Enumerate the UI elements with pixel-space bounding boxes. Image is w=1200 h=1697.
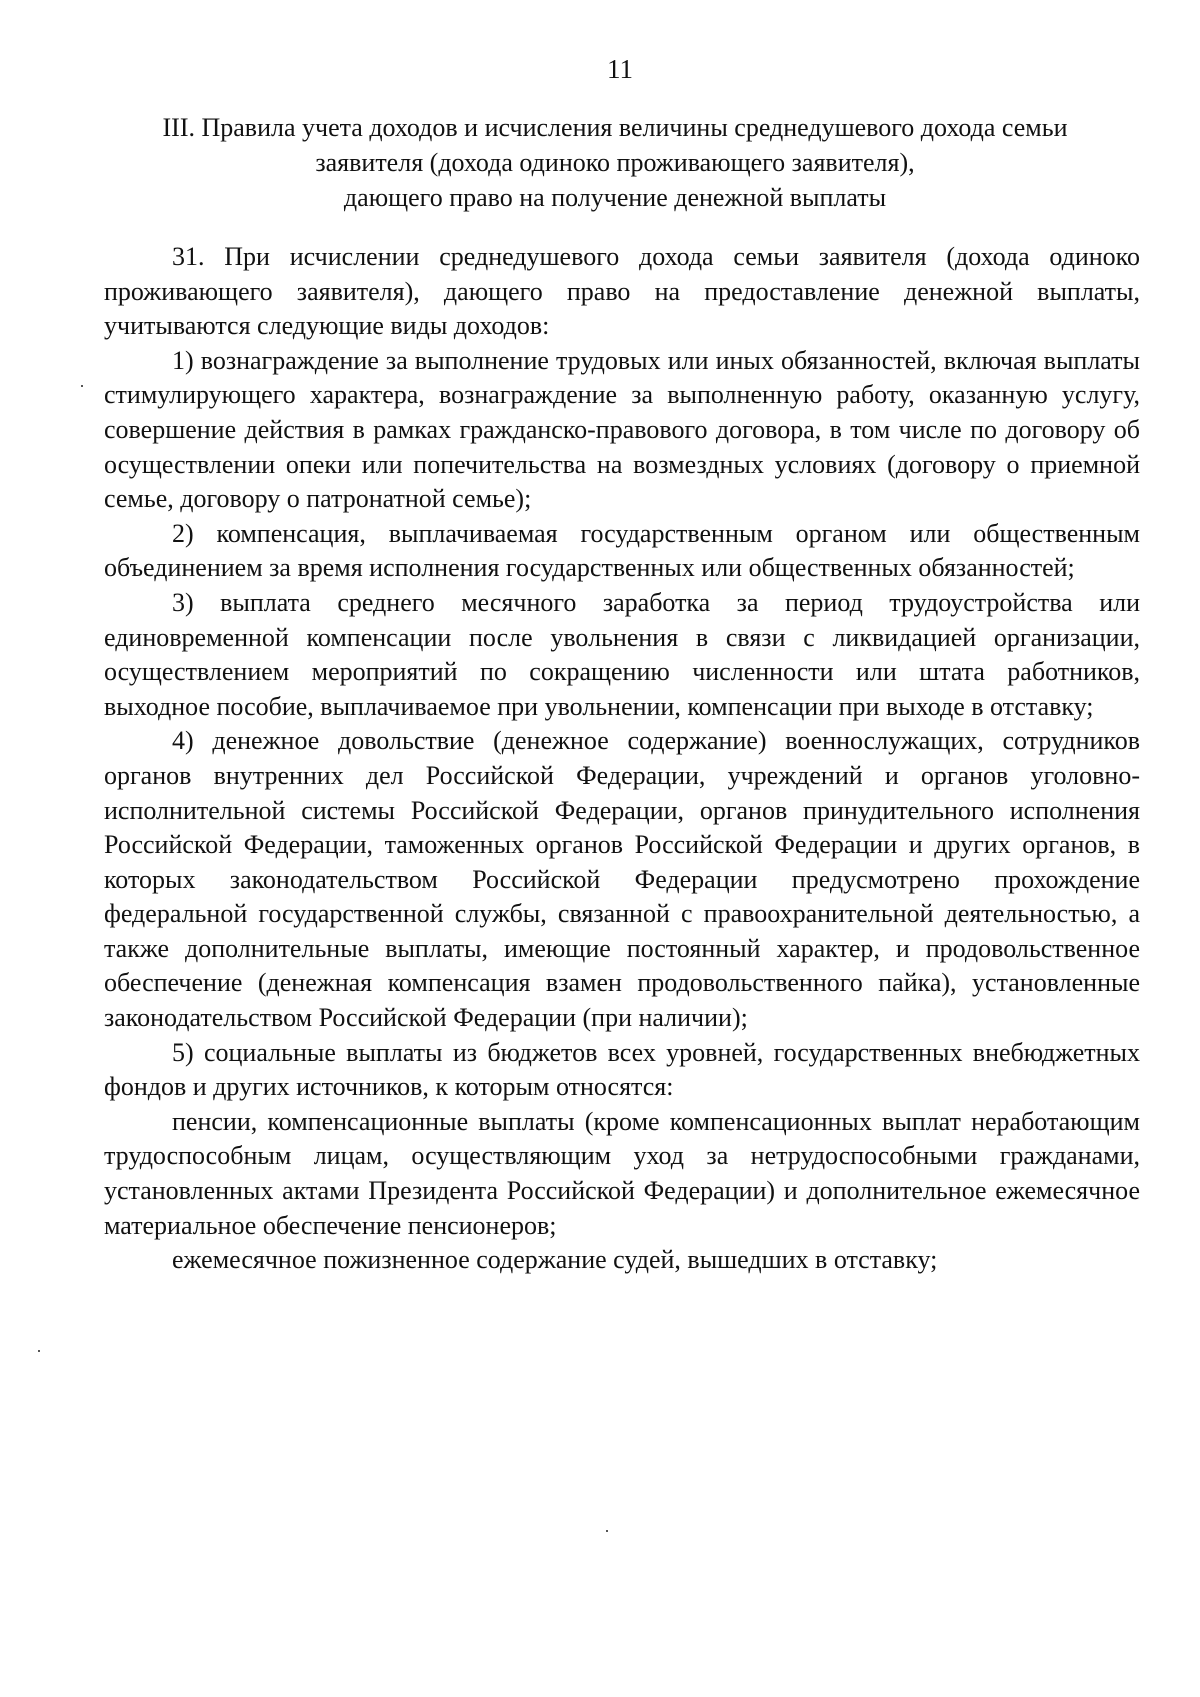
heading-line: дающего право на получение денежной выплаты <box>343 183 887 212</box>
paragraph-31: 31. При исчислении среднедушевого дохода семьи заявителя (дохода одиноко проживающего заявителя), дающего право на предоставление денежной выплаты, учитываются следующие виды доходов: <box>104 242 1140 341</box>
heading-line: III. Правила учета доходов и исчисления величины среднедушевого дохода семьи <box>162 113 1068 142</box>
list-item-2: 2) компенсация, выплачиваемая государственным органом или общественным объединением за время исполнения государственных или общественных обязанностей; <box>104 518 1140 583</box>
list-item-3: 3) выплата среднего месячного заработка за период трудоустройства или единовременной компенсации после увольнения в связи с ликвидацией организации, осуществлением мероприятий по сокращению численности или штата работников, выходное пособие, выплачиваемое при увольнении, компенсации при выходе в отставку; <box>104 587 1140 721</box>
scan-speck <box>38 1350 40 1352</box>
subitem-judges: ежемесячное пожизненное содержание судей, вышедших в отставку; <box>172 1245 938 1275</box>
list-item-4: 4) денежное довольствие (денежное содержание) военнослужащих, сотрудников органов внутренних дел Российской Федерации, учреждений и органов уголовно-исполнительной системы Российской Федерации, органов принудительного исполнения Российской Федерации, таможенных органов Российской Федерации и других органов, в которых законодательством Российской Федерации предусмотрено прохождение федеральной государственной службы, связанной с правоохранительной деятельностью, а также дополнительные выплаты, имеющие постоянный характер, и продовольственное обеспечение (денежная компенсация взамен продовольственного пайка), установленные законодательством Российской Федерации (при наличии); <box>104 726 1140 1033</box>
scan-speck <box>606 1530 608 1532</box>
page-number: 11 <box>607 54 633 84</box>
list-item-5: 5) социальные выплаты из бюджетов всех уровней, государственных внебюджетных фондов и других источников, к которым относятся: <box>104 1037 1140 1102</box>
document-body <box>104 240 1140 1278</box>
subitem-pensions: пенсии, компенсационные выплаты (кроме компенсационных выплат неработающим трудоспособным лицам, осуществляющим уход за нетрудоспособными гражданами, установленных актами Президента Российской Федерации) и дополнительное ежемесячное материальное обеспечение пенсионеров; <box>104 1106 1140 1240</box>
list-item-1: 1) вознаграждение за выполнение трудовых или иных обязанностей, включая выплаты стимулирующего характера, вознаграждение за выполненную работу, оказанную услугу, совершение действия в рамках гражданско-правового договора, в том числе по договору об осуществлении опеки или попечительства на возмездных условиях (договору о приемной семье, договору о патронатной семье); <box>104 345 1140 514</box>
heading-line: заявителя (дохода одиноко проживающего заявителя), <box>315 148 915 177</box>
scan-speck <box>81 385 83 387</box>
section-heading <box>110 110 1120 215</box>
